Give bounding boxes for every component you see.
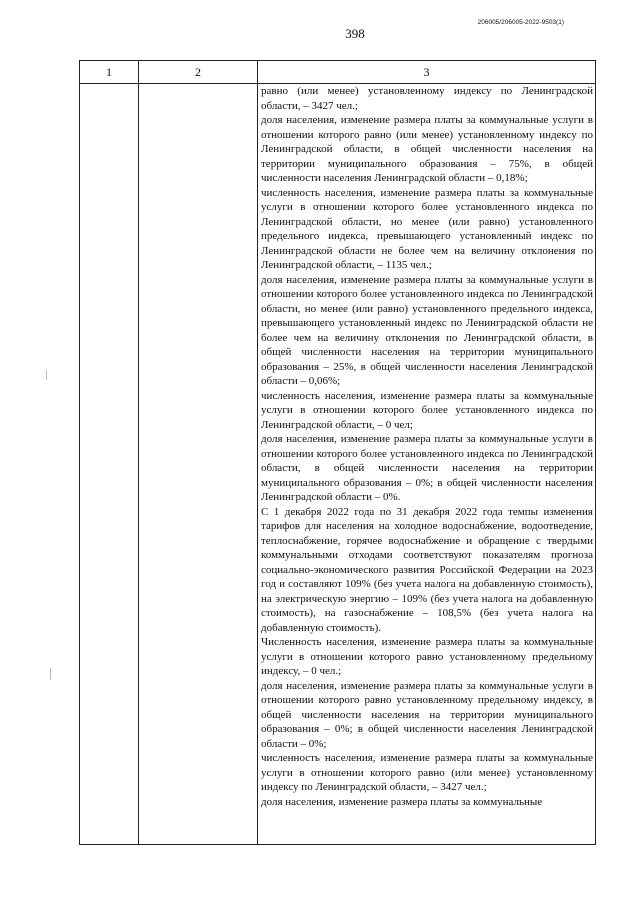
cell-text-content xyxy=(258,84,595,842)
table-cell-col-3 xyxy=(258,84,596,845)
paragraph: численность населения, изменение размера платы за коммунальные услуги в отношении которого равно (или менее) установленному индексу по Ленинградской области, – 3427 чел.; xyxy=(261,752,593,793)
table-cell-col-2 xyxy=(139,84,258,845)
table-row xyxy=(80,84,596,845)
column-header-1: 1 xyxy=(80,61,139,84)
paragraph: доля населения, изменение размера платы за коммунальные xyxy=(261,795,543,808)
document-table xyxy=(79,60,596,845)
scan-margin-mark xyxy=(50,668,51,680)
paragraph: равно (или менее) установленному индексу по Ленинградской области, – 3427 чел.; xyxy=(261,85,593,112)
page-number: 398 xyxy=(345,26,365,41)
paragraph: доля населения, изменение размера платы за коммунальные услуги в отношении которого равно (или менее) установленному индексу по Ленинградской области, в общей численности населения на территории муниципального образования – 75%, в общей численности населения Ленинградской области – 0,18%; xyxy=(261,114,593,184)
table-header-row xyxy=(80,61,596,84)
paragraph: С 1 декабря 2022 года по 31 декабря 2022 года темпы изменения тарифов для населения на холодное водоснабжение, водоотведение, теплоснабжение, горячее водоснабжение и обращение с твердыми коммунальными отходами соответствуют показателям прогноза социально-экономического развития Российской Федерации на 2023 год и составляют 109% (без учета налога на добавленную стоимость), на электрическую энергию – 109% (без учета налога на добавленную стоимость), на газоснабжение – 108,5% (без учета налога на добавленную стоимость). xyxy=(261,505,593,634)
column-header-2: 2 xyxy=(139,61,258,84)
document-code: 206005/206005-2022-9503(1) xyxy=(477,19,564,26)
table-cell-col-1 xyxy=(80,84,139,845)
paragraph: доля населения, изменение размера платы за коммунальные услуги в отношении которого более установленного индекса по Ленинградской области, но менее (или равно) установленного предельного индекса, превышающего установленный индекс по Ленинградской области не более чем на величину отклонения по Ленинградской области, в общей численности населения на территории муниципального образования – 25%, в общей численности населения Ленинградской области – 0,06%; xyxy=(261,273,593,387)
paragraph: численность населения, изменение размера платы за коммунальные услуги в отношении которого более установленного индекса по Ленинградской области, – 0 чел; xyxy=(261,389,593,431)
paragraph: доля населения, изменение размера платы за коммунальные услуги в отношении которого более установленного индекса по Ленинградской области, в общей численности населения на территории муниципального образования – 0%; в общей численности населения Ленинградской области – 0%. xyxy=(261,433,593,503)
scan-margin-mark xyxy=(46,370,47,380)
paragraph: Численность населения, изменение размера платы за коммунальные услуги в отношении которого равно установленному предельному индексу, – 0 чел.; xyxy=(261,636,593,677)
column-header-3: 3 xyxy=(258,61,596,84)
paragraph: доля населения, изменение размера платы за коммунальные услуги в отношении которого равно установленному предельному индексу, в общей численности населения на территории муниципального образования – 0%; в общей численности населения Ленинградской области – 0%; xyxy=(261,679,593,750)
paragraph: численность населения, изменение размера платы за коммунальные услуги в отношении которого более установленного индекса по Ленинградской области, но менее (или равно) установленного предельного индекса, превышающего установленный индекс по Ленинградской области не более чем на величину отклонения по Ленинградской области, – 1135 чел.; xyxy=(261,186,593,271)
